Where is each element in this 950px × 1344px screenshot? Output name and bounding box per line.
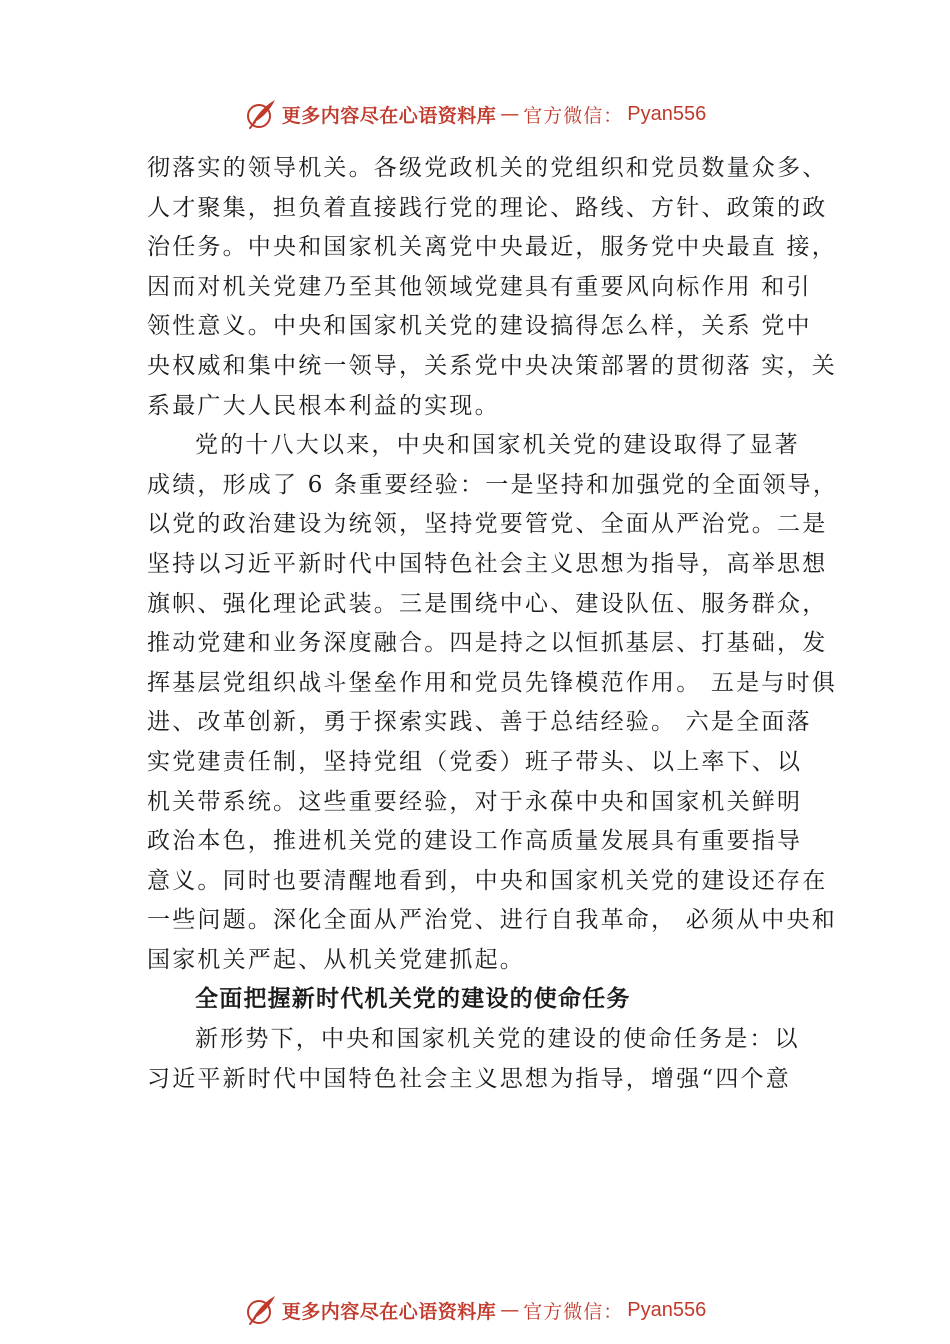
text-line: 彻落实的领导机关。各级党政机关的党组织和党员数量众多、 bbox=[147, 155, 828, 181]
text-line: 系最广大人民根本利益的实现。 bbox=[147, 392, 500, 419]
watermark-contact-id: Pyan556 bbox=[627, 1298, 707, 1321]
watermark-contact-label: 官方微信： bbox=[523, 104, 624, 127]
text-line: 政治本色，推进机关党的建设工作高质量发展具有重要指导 bbox=[147, 828, 803, 855]
header-watermark bbox=[0, 94, 950, 134]
quill-pen-icon bbox=[244, 1293, 278, 1327]
text-line: 挥基层党组织战斗堡垒作用和党员先锋模范作用。 五是与时俱 bbox=[147, 669, 837, 696]
footer-watermark bbox=[0, 1290, 950, 1330]
text-line: 因而对机关党建乃至其他领域党建具有重要风向标作用 和引 bbox=[147, 273, 812, 300]
document-body bbox=[147, 149, 839, 1099]
paragraph-start-line: 党的十八大以来，中央和国家机关党的建设取得了显著 bbox=[195, 432, 800, 459]
text-line: 一些问题。深化全面从严治党、进行自我革命， 必须从中央和 bbox=[147, 907, 837, 934]
text-line: 坚持以习近平新时代中国特色社会主义思想为指导，高举思想 bbox=[147, 550, 828, 577]
section-heading: 全面把握新时代机关党的建设的使命任务 bbox=[195, 986, 631, 1013]
text-line: 意义。同时也要清醒地看到，中央和国家机关党的建设还存在 bbox=[147, 867, 828, 894]
text-line: 机关带系统。这些重要经验，对于永葆中央和国家机关鲜明 bbox=[147, 788, 803, 815]
watermark-contact-id: Pyan556 bbox=[627, 102, 707, 125]
text-line: 实党建责任制，坚持党组（党委）班子带头、以上率下、以 bbox=[147, 748, 803, 775]
watermark-brand: 更多内容尽在心语资料库 bbox=[281, 104, 497, 127]
text-line: 习近平新时代中国特色社会主义思想为指导，增强“四个意 bbox=[147, 1065, 791, 1092]
watermark-contact-label: 官方微信： bbox=[523, 1300, 624, 1323]
watermark-brand: 更多内容尽在心语资料库 bbox=[281, 1300, 497, 1323]
text-line: 以党的政治建设为统领，坚持党要管党、全面从严治党。二是 bbox=[147, 511, 828, 538]
watermark-separator: — bbox=[500, 1299, 520, 1321]
paragraph-start-line: 新形势下，中央和国家机关党的建设的使命任务是：以 bbox=[195, 1026, 800, 1053]
text-line: 旗帜、强化理论武装。三是围绕中心、建设队伍、服务群众， bbox=[147, 590, 828, 617]
text-line: 进、改革创新，勇于探索实践、善于总结经验。 六是全面落 bbox=[147, 709, 812, 736]
quill-pen-icon bbox=[244, 97, 278, 131]
watermark-separator: — bbox=[500, 103, 520, 125]
text-line: 治任务。中央和国家机关离党中央最近，服务党中央最直 接， bbox=[147, 234, 837, 261]
text-line: 人才聚集，担负着直接践行党的理论、路线、方针、政策的政 bbox=[147, 194, 828, 221]
text-line: 央权威和集中统一领导，关系党中央决策部署的贯彻落 实，关 bbox=[147, 352, 837, 379]
text-line: 领性意义。中央和国家机关党的建设搞得怎么样，关系 党中 bbox=[147, 313, 812, 340]
text-line: 成绩，形成了 6 条重要经验：一是坚持和加强党的全面领导， bbox=[147, 471, 839, 498]
text-line: 推动党建和业务深度融合。四是持之以恒抓基层、打基础，发 bbox=[147, 630, 828, 657]
text-line: 国家机关严起、从机关党建抓起。 bbox=[147, 946, 525, 973]
